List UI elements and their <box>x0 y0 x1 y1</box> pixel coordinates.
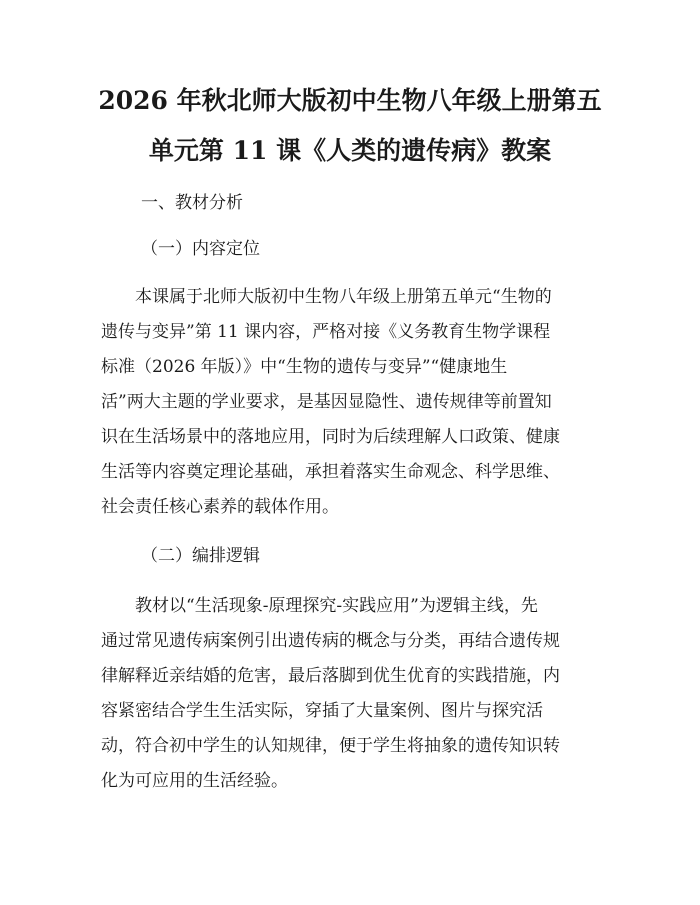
paragraph-line: 活”两大主题的学业要求，是基因显隐性、遗传规律等前置知 <box>101 392 552 412</box>
paragraph-line: 教材以“生活现象-原理探究-实践应用”为逻辑主线，先 <box>101 596 538 616</box>
paragraph-line: 化为可应用的生活经验。 <box>101 771 288 791</box>
subsection-heading-content-positioning: （一）内容定位 <box>141 239 260 259</box>
paragraph-line: 社会责任核心素养的载体作用。 <box>101 497 339 517</box>
paragraph-line: 遗传与变异”第 11 课内容，严格对接《义务教育生物学课程 <box>101 322 551 342</box>
paragraph-line: 容紧密结合学生生活实际，穿插了大量案例、图片与探究活 <box>101 701 543 721</box>
paragraph-line: 本课属于北师大版初中生物八年级上册第五单元“生物的 <box>101 287 552 307</box>
paragraph-line: 标准（2026 年版）》中“生物的遗传与变异”“健康地生 <box>101 357 508 377</box>
paragraph-line: 生活等内容奠定理论基础，承担着落实生命观念、科学思维、 <box>101 462 560 482</box>
paragraph-line: 动，符合初中学生的认知规律，便于学生将抽象的遗传知识转 <box>101 736 560 756</box>
subsection-heading-arrangement-logic: （二）编排逻辑 <box>141 546 260 566</box>
section-heading-analysis: 一、教材分析 <box>141 193 243 213</box>
document-title-line-1: 2026 年秋北师大版初中生物八年级上册第五 <box>98 86 602 115</box>
document-title-line-2: 单元第 11 课《人类的遗传病》教案 <box>148 136 552 165</box>
paragraph-line: 识在生活场景中的落地应用，同时为后续理解人口政策、健康 <box>101 427 560 447</box>
paragraph-line: 通过常见遗传病案例引出遗传病的概念与分类，再结合遗传规 <box>101 631 560 651</box>
paragraph-line: 律解释近亲结婚的危害，最后落脚到优生优育的实践措施，内 <box>101 666 560 686</box>
paragraph-content-positioning <box>101 280 601 525</box>
paragraph-arrangement-logic <box>101 589 601 799</box>
